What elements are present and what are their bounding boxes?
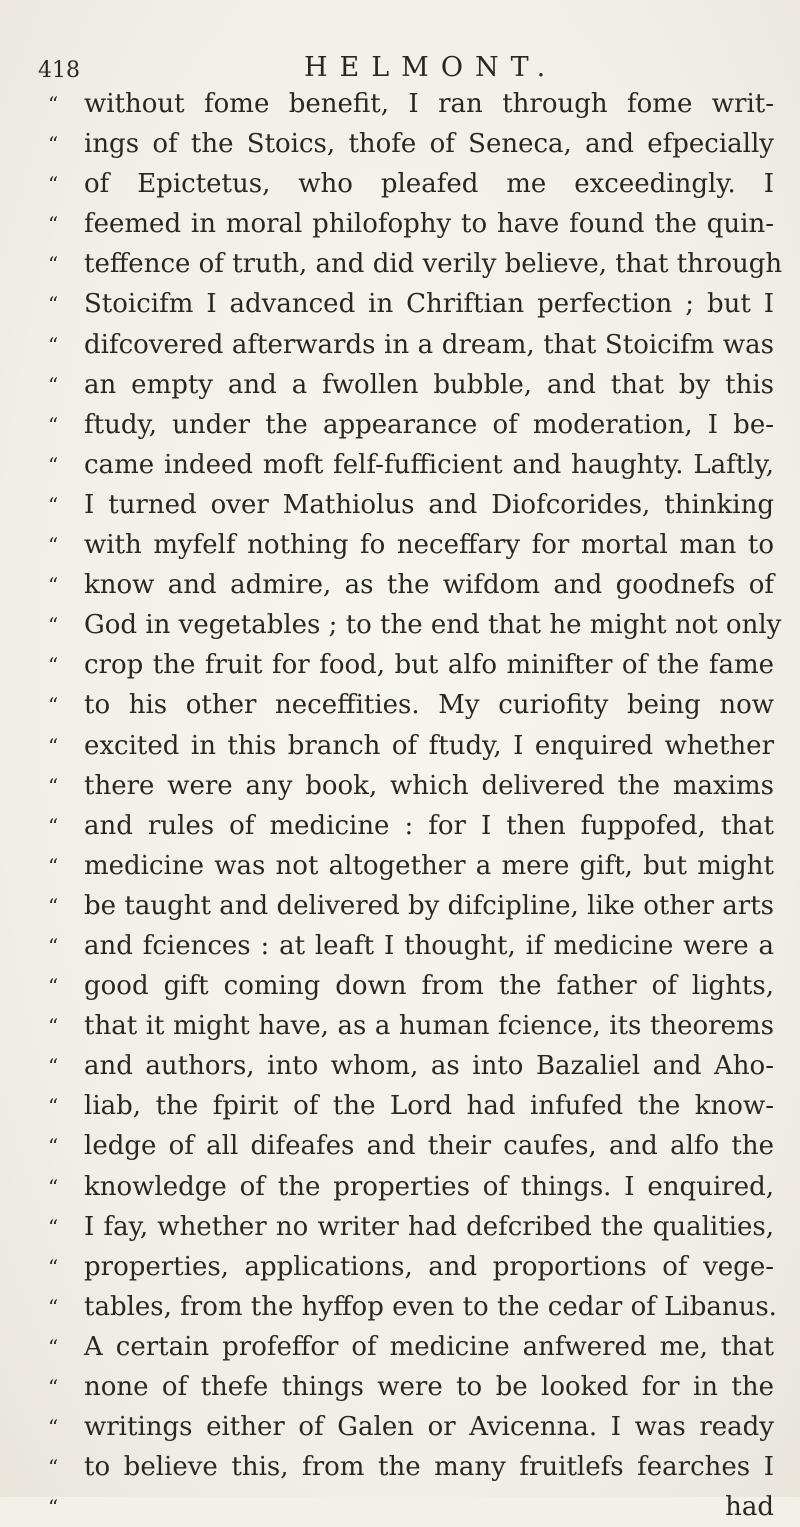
- line-text: and authors, into whom, as into Bazaliel and Aho-: [84, 1051, 774, 1082]
- text-line: [48, 485, 778, 525]
- text-line: [48, 204, 778, 244]
- text-line: [48, 685, 778, 725]
- quotation-mark: “: [48, 853, 59, 878]
- quotation-mark: “: [48, 1375, 59, 1399]
- text-line: [48, 1167, 778, 1207]
- body-text: [48, 84, 783, 1527]
- text-line: [48, 1126, 778, 1166]
- line-text: difcovered afterwards in a dream, that Stoicifm was: [84, 329, 774, 360]
- quotation-mark: “: [48, 733, 59, 758]
- text-line: [48, 886, 778, 926]
- quotation-mark: “: [48, 893, 59, 918]
- quotation-mark: “: [48, 1134, 59, 1159]
- quotation-mark: “: [48, 172, 59, 197]
- text-line: [48, 365, 778, 405]
- text-line: [48, 1046, 778, 1086]
- quotation-mark: “: [48, 1174, 59, 1199]
- quotation-mark: “: [48, 1214, 59, 1239]
- text-line: [48, 766, 778, 806]
- text-line: [48, 164, 778, 204]
- quotation-mark: “: [48, 452, 59, 477]
- quotation-mark: “: [48, 132, 59, 157]
- quotation-mark: “: [48, 613, 59, 638]
- line-text: came indeed moft felf-fufficient and haughty. Laftly,: [84, 449, 774, 480]
- text-line: [48, 1407, 778, 1447]
- line-text: I fay, whether no writer had defcribed the qualities,: [84, 1211, 774, 1242]
- line-text: Stoicifm I advanced in Chriftian perfection ; but I: [84, 289, 774, 320]
- quotation-mark: “: [48, 974, 59, 999]
- text-line: [48, 726, 778, 766]
- line-text: be taught and delivered by difcipline, like other arts: [84, 890, 774, 921]
- text-line: [48, 565, 778, 605]
- quotation-mark: “: [48, 1495, 59, 1520]
- line-text: to believe this, from the many fruitlefs fearches I: [84, 1452, 774, 1483]
- quotation-mark: “: [48, 653, 59, 678]
- quotation-mark: “: [48, 212, 59, 237]
- line-text: knowledge of the properties of things. I enquired,: [84, 1171, 774, 1202]
- quotation-mark: “: [48, 533, 59, 558]
- line-text: ftudy, under the appearance of moderation, I be-: [84, 409, 774, 440]
- line-text: and fciences : at leaft I thought, if medicine were a: [84, 930, 774, 961]
- line-text: had: [725, 1492, 774, 1523]
- text-line: [48, 1447, 778, 1487]
- text-line: [48, 1207, 778, 1247]
- text-line: [48, 445, 778, 485]
- text-line: [48, 525, 778, 565]
- quotation-mark: “: [48, 412, 59, 437]
- text-line: [48, 325, 778, 365]
- text-line: [48, 966, 778, 1006]
- text-line: [48, 1327, 778, 1367]
- quotation-mark: “: [48, 1094, 59, 1119]
- text-line: [48, 846, 778, 886]
- text-line: [48, 926, 778, 966]
- quotation-mark: “: [48, 292, 59, 317]
- text-line: [48, 1006, 778, 1046]
- line-text: medicine was not altogether a mere gift, but might: [84, 850, 774, 881]
- text-line: [48, 284, 778, 324]
- line-text: excited in this branch of ftudy, I enquired whether: [84, 730, 774, 761]
- running-head: HELMONT.: [304, 52, 558, 83]
- quotation-mark: “: [48, 773, 59, 798]
- text-line: [48, 645, 778, 685]
- line-text: with myfelf nothing fo neceffary for mortal man to: [84, 530, 774, 561]
- quotation-mark: “: [48, 1415, 59, 1440]
- line-text: tables, from the hyffop even to the cedar of Libanus.: [84, 1291, 777, 1322]
- text-line: [48, 1367, 778, 1407]
- quotation-mark: “: [48, 1014, 59, 1039]
- line-text: I turned over Mathiolus and Diofcorides, thinking: [84, 489, 774, 520]
- quotation-mark: “: [48, 573, 59, 598]
- line-text: an empty and a fwollen bubble, and that by this: [84, 369, 774, 400]
- quotation-mark: “: [48, 813, 59, 838]
- quotation-mark: “: [48, 372, 59, 397]
- quotation-mark: “: [48, 252, 59, 277]
- line-text: and rules of medicine : for I then fuppofed, that: [84, 810, 774, 841]
- line-text: feemed in moral philofophy to have found the quin-: [84, 209, 774, 240]
- text-line: [48, 605, 782, 645]
- line-text: ledge of all difeafes and their caufes, and alfo the: [84, 1131, 774, 1162]
- quotation-mark: “: [48, 933, 59, 958]
- quotation-mark: “: [48, 693, 59, 718]
- quotation-mark: “: [48, 1254, 59, 1279]
- quotation-mark: “: [48, 1455, 59, 1480]
- text-line: [48, 244, 783, 284]
- line-text: crop the fruit for food, but alfo minifter of the fame: [84, 650, 774, 681]
- text-line: [48, 124, 778, 164]
- quotation-mark: “: [48, 332, 59, 357]
- line-text: liab, the fpirit of the Lord had infufed the know-: [84, 1091, 774, 1122]
- line-text: none of thefe things were to be looked for in the: [84, 1372, 774, 1402]
- line-text: God in vegetables ; to the end that he might not only: [84, 610, 782, 641]
- line-text: there were any book, which delivered the maxims: [84, 770, 774, 801]
- text-line: [48, 1086, 778, 1126]
- text-line: [48, 1487, 778, 1527]
- line-text: ings of the Stoics, thofe of Seneca, and efpecially: [84, 129, 774, 160]
- quotation-mark: “: [48, 92, 59, 116]
- line-text: without fome benefit, I ran through fome writ-: [84, 89, 774, 119]
- quotation-mark: “: [48, 492, 59, 517]
- text-line: [48, 405, 778, 445]
- line-text: writings either of Galen or Avicenna. I was ready: [84, 1412, 774, 1443]
- text-line: [48, 1287, 778, 1327]
- line-text: properties, applications, and proportions of vege-: [84, 1251, 774, 1282]
- line-text: to his other neceffities. My curiofity being now: [84, 690, 774, 721]
- line-text: know and admire, as the wifdom and goodnefs of: [84, 570, 774, 601]
- text-line: [48, 806, 778, 846]
- text-line: [48, 84, 778, 124]
- text-line: [48, 1247, 778, 1287]
- quotation-mark: “: [48, 1054, 59, 1079]
- line-text: of Epictetus, who pleafed me exceedingly. I: [84, 169, 774, 200]
- page-number: 418: [38, 58, 80, 83]
- line-text: A certain profeffor of medicine anfwered me, that: [84, 1331, 774, 1362]
- line-text: good gift coming down from the father of lights,: [84, 971, 774, 1002]
- quotation-mark: “: [48, 1294, 59, 1319]
- line-text: teffence of truth, and did verily believe, that through: [84, 249, 783, 280]
- quotation-mark: “: [48, 1334, 59, 1359]
- line-text: that it might have, as a human fcience, its theorems: [84, 1011, 774, 1042]
